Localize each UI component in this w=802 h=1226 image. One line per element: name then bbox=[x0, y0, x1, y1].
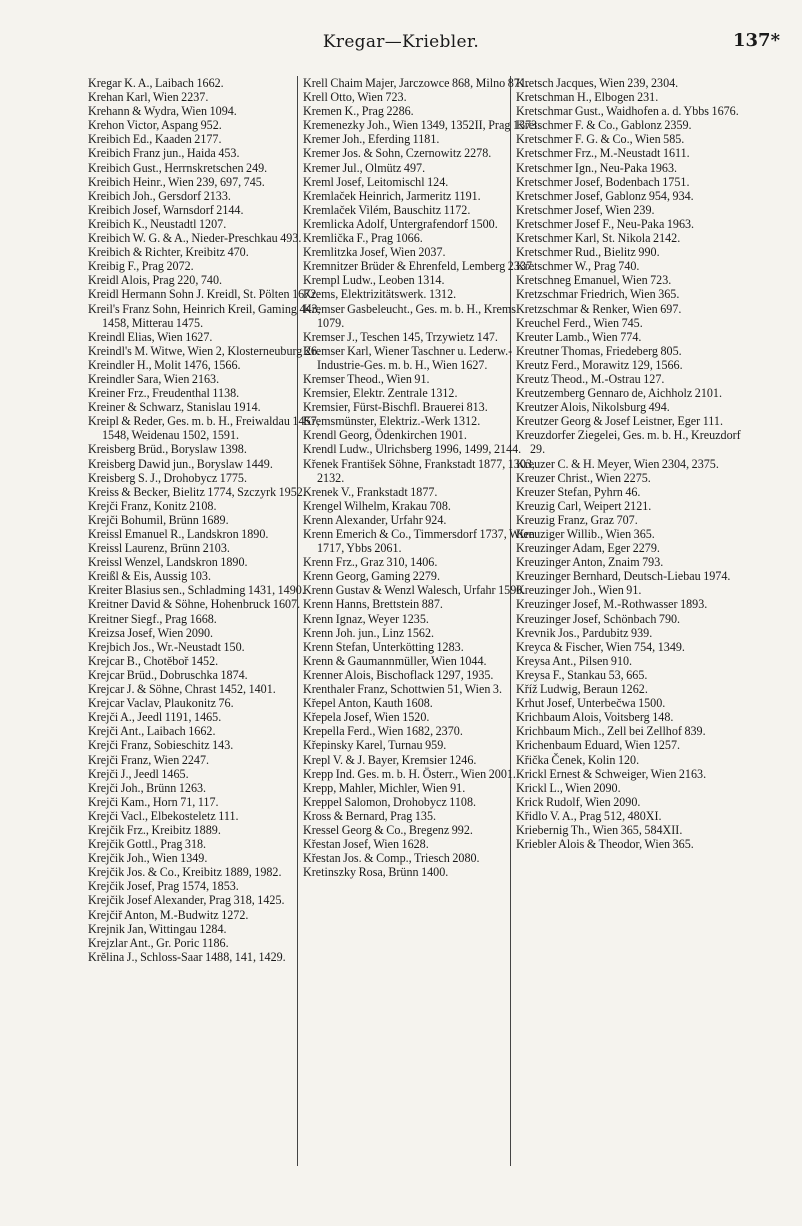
directory-entry: Krejčik Josef, Prag 1574, 1853. bbox=[88, 879, 239, 894]
directory-entry: Kreißl & Eis, Aussig 103. bbox=[88, 569, 211, 584]
directory-entry: Kreuzdorfer Ziegelei, Ges. m. b. H., Kreuzdorf 29. bbox=[516, 428, 741, 457]
directory-entry: Krejcar J. & Söhne, Chrast 1452, 1401. bbox=[88, 682, 276, 697]
directory-entry: Kreibich Ed., Kaaden 2177. bbox=[88, 132, 222, 147]
directory-entry: Krell Chaim Majer, Jarczowce 868, Milno 871. bbox=[303, 76, 529, 90]
directory-entry: Kretschmer Ign., Neu-Paka 1963. bbox=[516, 160, 678, 175]
directory-entry: Krenn Gustav & Wenzl Walesch, Urfahr 1590. bbox=[303, 583, 526, 598]
directory-entry: Kreuzer Stefan, Pyhrn 46. bbox=[516, 484, 641, 499]
directory-entry: Kreuzinger Adam, Eger 2279. bbox=[516, 541, 660, 556]
directory-entry: Kremer Jos. & Sohn, Czernowitz 2278. bbox=[303, 146, 492, 161]
directory-entry: Kremsier, Elektr. Zentrale 1312. bbox=[303, 386, 458, 401]
directory-entry: Kremsmünster, Elektriz.-Werk 1312. bbox=[303, 414, 481, 429]
directory-entry: Kremnitzer Brüder & Ehrenfeld, Lemberg 2337. bbox=[303, 259, 536, 274]
directory-entry: Kreuzinger Joh., Wien 91. bbox=[516, 583, 642, 598]
directory-entry: Kreml Josef, Leitomischl 124. bbox=[303, 174, 449, 189]
directory-entry: Kreissl Laurenz, Brünn 2103. bbox=[88, 541, 230, 556]
directory-entry: Krejči Bohumil, Brünn 1689. bbox=[88, 512, 229, 527]
directory-entry: Krenn Stefan, Unterkötting 1283. bbox=[303, 639, 464, 654]
directory-entry: Krenn Joh. jun., Linz 1562. bbox=[303, 625, 435, 640]
directory-entry: Kreuzinger Josef, M.-Rothwasser 1893. bbox=[516, 597, 708, 612]
directory-entry: Krenner Alois, Bischoflack 1297, 1935. bbox=[303, 667, 494, 682]
directory-entry: Krepl V. & J. Bayer, Kremsier 1246. bbox=[303, 752, 477, 767]
directory-entry: Krenn Emerich & Co., Timmersdorf 1737, Wien 1717, Ybbs 2061. bbox=[303, 527, 535, 556]
directory-entry: Kreibich Gust., Herrnskretschen 249. bbox=[88, 160, 268, 175]
directory-entry: Kreisberg Dawid jun., Boryslaw 1449. bbox=[88, 456, 273, 471]
directory-entry: Kremlaček Heinrich, Jarmeritz 1191. bbox=[303, 188, 481, 203]
directory-entry: Krenn Hanns, Brettstein 887. bbox=[303, 597, 443, 612]
directory-entry: Kreibich Heinr., Wien 239, 697, 745. bbox=[88, 174, 265, 189]
directory-entry: Kretschmar Gust., Waidhofen a. d. Ybbs 1676. bbox=[516, 104, 739, 119]
directory-entry: Kreutzer Georg & Josef Leistner, Eger 111. bbox=[516, 414, 723, 429]
directory-entry: Krejči Kam., Horn 71, 117. bbox=[88, 794, 219, 809]
directory-entry: Krick Rudolf, Wien 2090. bbox=[516, 794, 641, 809]
directory-entry: Kriebernig Th., Wien 365, 584XII. bbox=[516, 822, 683, 837]
directory-entry: Kreil's Franz Sohn, Heinrich Kreil, Gaming 443, 1458, Mitterau 1475. bbox=[88, 301, 321, 330]
directory-entry: Kreisberg Brüd., Boryslaw 1398. bbox=[88, 442, 247, 457]
directory-entry: Kremser Theod., Wien 91. bbox=[303, 371, 430, 386]
directory-entry: Kretsch Jacques, Wien 239, 2304. bbox=[516, 76, 679, 90]
directory-entry: Krehann & Wydra, Wien 1094. bbox=[88, 104, 237, 119]
directory-entry: Kretschman H., Elbogen 231. bbox=[516, 90, 659, 105]
directory-column-2 bbox=[303, 76, 543, 879]
directory-entry: Kretschmer Frz., M.-Neustadt 1611. bbox=[516, 146, 690, 161]
directory-entry: Kreisberg S. J., Drohobycz 1775. bbox=[88, 470, 248, 485]
directory-entry: Kreiner Frz., Freudenthal 1138. bbox=[88, 386, 240, 401]
directory-entry: Kretschmer Rud., Bielitz 990. bbox=[516, 245, 660, 260]
directory-entry: Kretschmer Josef, Gablonz 954, 934. bbox=[516, 188, 694, 203]
directory-entry: Krejcar Vaclav, Plaukonitz 76. bbox=[88, 696, 234, 711]
directory-entry: Kreppel Salomon, Drohobycz 1108. bbox=[303, 794, 477, 809]
directory-entry: Kregar K. A., Laibach 1662. bbox=[88, 76, 224, 90]
directory-entry: Krenn Frz., Graz 310, 1406. bbox=[303, 555, 438, 570]
directory-entry: Krenthaler Franz, Schottwien 51, Wien 3. bbox=[303, 682, 502, 697]
directory-entry: Kremen K., Prag 2286. bbox=[303, 104, 414, 119]
directory-entry: Krejbich Jos., Wr.-Neustadt 150. bbox=[88, 639, 245, 654]
directory-entry: Kreindler H., Molit 1476, 1566. bbox=[88, 357, 241, 372]
directory-entry: Kreuzig Franz, Graz 707. bbox=[516, 512, 638, 527]
directory-entry: Kreuzinger Bernhard, Deutsch-Liebau 1974. bbox=[516, 569, 731, 584]
directory-entry: Kremer Jul., Olmütz 497. bbox=[303, 160, 426, 175]
directory-entry: Kreutz Theod., M.-Ostrau 127. bbox=[516, 371, 665, 386]
directory-entry: Kretschmer F. G. & Co., Wien 585. bbox=[516, 132, 685, 147]
directory-entry: Kreyca & Fischer, Wien 754, 1349. bbox=[516, 639, 685, 654]
directory-entry: Kreysa Ant., Pilsen 910. bbox=[516, 653, 633, 668]
directory-entry: Kreiner & Schwarz, Stanislau 1914. bbox=[88, 400, 261, 415]
directory-entry: Krejčik Frz., Kreibitz 1889. bbox=[88, 822, 221, 837]
directory-entry: Krepp Ind. Ges. m. b. H. Österr., Wien 2001. bbox=[303, 766, 516, 781]
directory-entry: Kreibich & Richter, Kreibitz 470. bbox=[88, 245, 249, 260]
directory-entry: Kretschmer W., Prag 740. bbox=[516, 259, 640, 274]
directory-entry: Křepinsky Karel, Turnau 959. bbox=[303, 738, 447, 753]
directory-entry: Kretschmer Josef, Bodenbach 1751. bbox=[516, 174, 690, 189]
directory-entry: Krichbaum Mich., Zell bei Zellhof 839. bbox=[516, 724, 706, 739]
directory-entry: Křepela Josef, Wien 1520. bbox=[303, 710, 430, 725]
directory-entry: Krendl Georg, Ödenkirchen 1901. bbox=[303, 428, 467, 443]
directory-entry: Kross & Bernard, Prag 135. bbox=[303, 808, 437, 823]
running-title: Kregar—Kriebler. bbox=[322, 32, 480, 52]
directory-entry: Kremser J., Teschen 145, Trzywietz 147. bbox=[303, 329, 498, 344]
directory-entry: Kreibich Joh., Gersdorf 2133. bbox=[88, 188, 231, 203]
directory-entry: Kreibich K., Neustadtl 1207. bbox=[88, 216, 227, 231]
directory-entry: Krenn Georg, Gaming 2279. bbox=[303, 569, 440, 584]
directory-entry: Kretschmer Josef, Wien 239. bbox=[516, 202, 655, 217]
directory-entry: Krejči Franz, Konitz 2108. bbox=[88, 498, 217, 513]
directory-entry: Kreuzig Carl, Weipert 2121. bbox=[516, 498, 652, 513]
directory-entry: Kriebler Alois & Theodor, Wien 365. bbox=[516, 837, 694, 852]
directory-entry: Kreibich W. G. & A., Nieder-Preschkau 493. bbox=[88, 231, 302, 246]
directory-column-3 bbox=[516, 76, 756, 851]
directory-entry: Křička Čenek, Kolin 120. bbox=[516, 752, 640, 767]
directory-entry: Kreibich Josef, Warnsdorf 2144. bbox=[88, 202, 244, 217]
directory-entry: Kressel Georg & Co., Bregenz 992. bbox=[303, 822, 473, 837]
directory-entry: Krendl Ludw., Ulrichsberg 1996, 1499, 2144. bbox=[303, 442, 522, 457]
directory-entry: Krejčik Jos. & Co., Kreibitz 1889, 1982. bbox=[88, 865, 282, 880]
directory-entry: Krehon Victor, Aspang 952. bbox=[88, 118, 222, 133]
directory-entry: Kreindler Sara, Wien 2163. bbox=[88, 371, 220, 386]
directory-entry: Krenek V., Frankstadt 1877. bbox=[303, 484, 438, 499]
directory-entry: Krejči Franz, Wien 2247. bbox=[88, 752, 210, 767]
directory-entry: Kretschmer F. & Co., Gablonz 2359. bbox=[516, 118, 692, 133]
directory-entry: Kreutzer Alois, Nikolsburg 494. bbox=[516, 400, 670, 415]
directory-entry: Kříž Ludwig, Beraun 1262. bbox=[516, 682, 648, 697]
directory-entry: Kreuzinger Anton, Znaim 793. bbox=[516, 555, 664, 570]
directory-entry: Kreindl Elias, Wien 1627. bbox=[88, 329, 213, 344]
directory-entry: Kreutzemberg Gennaro de, Aichholz 2101. bbox=[516, 386, 722, 401]
directory-entry: Kreitner Siegf., Prag 1668. bbox=[88, 611, 217, 626]
directory-entry: Kremlička F., Prag 1066. bbox=[303, 231, 423, 246]
page-number: 137* bbox=[733, 30, 780, 51]
directory-entry: Kretschmer Josef F., Neu-Paka 1963. bbox=[516, 216, 695, 231]
directory-entry: Krejči Vacl., Elbekosteletz 111. bbox=[88, 808, 239, 823]
directory-entry: Kremlicka Adolf, Untergrafendorf 1500. bbox=[303, 216, 498, 231]
directory-entry: Křestan Josef, Wien 1628. bbox=[303, 837, 429, 852]
directory-entry: Krejči J., Jeedl 1465. bbox=[88, 766, 189, 781]
directory-entry: Kretschmer Karl, St. Nikola 2142. bbox=[516, 231, 681, 246]
page-header bbox=[0, 28, 802, 54]
directory-entry: Kremlaček Vilém, Bauschitz 1172. bbox=[303, 202, 471, 217]
directory-entry: Krejči Franz, Sobieschitz 143. bbox=[88, 738, 234, 753]
directory-entry: Krejcar Brüd., Dobruschka 1874. bbox=[88, 667, 248, 682]
directory-entry: Krenn & Gaumannmüller, Wien 1044. bbox=[303, 653, 487, 668]
directory-entry: Křidlo V. A., Prag 512, 480XI. bbox=[516, 808, 662, 823]
directory-entry: Kreuzer Christ., Wien 2275. bbox=[516, 470, 651, 485]
directory-entry: Kreindl's M. Witwe, Wien 2, Klosterneuburg 26. bbox=[88, 343, 320, 358]
directory-entry: Kreuzer C. & H. Meyer, Wien 2304, 2375. bbox=[516, 456, 719, 471]
directory-entry: Kreibig F., Prag 2072. bbox=[88, 259, 194, 274]
directory-entry: Krělina J., Schloss-Saar 1488, 141, 1429. bbox=[88, 949, 286, 964]
directory-entry: Krejcar B., Chotěboř 1452. bbox=[88, 653, 219, 668]
directory-entry: Krell Otto, Wien 723. bbox=[303, 90, 407, 105]
directory-entry: Krenn Alexander, Urfahr 924. bbox=[303, 512, 447, 527]
directory-entry: Kreidl Alois, Prag 220, 740. bbox=[88, 273, 223, 288]
directory-entry: Krengel Wilhelm, Krakau 708. bbox=[303, 498, 451, 513]
directory-entry: Křepel Anton, Kauth 1608. bbox=[303, 696, 433, 711]
directory-entry: Kreuzinger Josef, Schönbach 790. bbox=[516, 611, 681, 626]
directory-entry: Křenek František Söhne, Frankstadt 1877, 1303, 2132. bbox=[303, 456, 535, 485]
directory-entry: Kreidl Hermann Sohn J. Kreidl, St. Pölten 1672. bbox=[88, 287, 320, 302]
directory-entry: Kreipl & Reder, Ges. m. b. H., Freiwaldau 1457, 1548, Weidenau 1502, 1591. bbox=[88, 414, 320, 443]
directory-entry: Kreissl Wenzel, Landskron 1890. bbox=[88, 555, 248, 570]
directory-entry: Kretzschmar & Renker, Wien 697. bbox=[516, 301, 682, 316]
directory-entry: Kreutz Ferd., Morawitz 129, 1566. bbox=[516, 357, 683, 372]
directory-entry: Krejčik Joh., Wien 1349. bbox=[88, 851, 208, 866]
directory-entry: Kreiter Blasius sen., Schladming 1431, 1490. bbox=[88, 583, 305, 598]
directory-entry: Krickl Ernest & Schweiger, Wien 2163. bbox=[516, 766, 707, 781]
directory-entry: Krejči A., Jeedl 1191, 1465. bbox=[88, 710, 222, 725]
directory-entry: Kreitner David & Söhne, Hohenbruck 1607. bbox=[88, 597, 301, 612]
directory-entry: Kreuziger Willib., Wien 365. bbox=[516, 527, 655, 541]
directory-entry: Kremser Karl, Wiener Taschner u. Lederw.-Industrie-Ges. m. b. H., Wien 1627. bbox=[303, 343, 513, 372]
directory-entry: Krichbaum Alois, Voitsberg 148. bbox=[516, 710, 674, 725]
directory-entry: Kreizsa Josef, Wien 2090. bbox=[88, 625, 214, 640]
directory-entry: Krhut Josef, Unterbečwa 1500. bbox=[516, 696, 666, 711]
directory-entry: Kretschneg Emanuel, Wien 723. bbox=[516, 273, 672, 288]
directory-entry: Krejnik Jan, Wittingau 1284. bbox=[88, 921, 227, 936]
directory-entry: Kretinszky Rosa, Brünn 1400. bbox=[303, 865, 449, 880]
directory-entry: Krehan Karl, Wien 2237. bbox=[88, 90, 209, 105]
directory-entry: Krevnik Jos., Pardubitz 939. bbox=[516, 625, 653, 640]
directory-entry: Krichenbaum Eduard, Wien 1257. bbox=[516, 738, 681, 753]
directory-entry: Krepp, Mahler, Michler, Wien 91. bbox=[303, 780, 466, 795]
directory-entry: Krejčik Gottl., Prag 318. bbox=[88, 837, 207, 852]
directory-entry: Kremenezky Joh., Wien 1349, 1352II, Prag 1373. bbox=[303, 118, 541, 133]
directory-entry: Krejčik Josef Alexander, Prag 318, 1425. bbox=[88, 893, 285, 908]
directory-entry: Kreiss & Becker, Bielitz 1774, Szczyrk 1952. bbox=[88, 484, 306, 499]
directory-entry: Kremlitzka Josef, Wien 2037. bbox=[303, 245, 446, 260]
directory-entry: Kreuter Lamb., Wien 774. bbox=[516, 329, 642, 344]
directory-entry: Krickl L., Wien 2090. bbox=[516, 780, 621, 795]
directory-entry: Kremsier, Fürst-Bischfl. Brauerei 813. bbox=[303, 400, 488, 415]
directory-entry: Krenn Ignaz, Weyer 1235. bbox=[303, 611, 429, 626]
directory-column-1 bbox=[88, 76, 328, 964]
directory-entry: Kremser Gasbeleucht., Ges. m. b. H., Krems 1079. bbox=[303, 301, 516, 330]
directory-entry: Krejči Joh., Brünn 1263. bbox=[88, 780, 207, 795]
directory-entry: Kreuchel Ferd., Wien 745. bbox=[516, 315, 643, 330]
directory-entry: Kretzschmar Friedrich, Wien 365. bbox=[516, 287, 680, 302]
directory-entry: Krems, Elektrizitätswerk. 1312. bbox=[303, 287, 457, 302]
directory-entry: Kreutner Thomas, Friedeberg 805. bbox=[516, 343, 682, 358]
directory-entry: Kreysa F., Stankau 53, 665. bbox=[516, 667, 648, 682]
directory-entry: Kreibich Franz jun., Haida 453. bbox=[88, 146, 240, 161]
directory-entry: Křestan Jos. & Comp., Triesch 2080. bbox=[303, 851, 480, 866]
directory-entry: Krejzlar Ant., Gr. Poric 1186. bbox=[88, 935, 229, 950]
directory-entry: Krempl Ludw., Leoben 1314. bbox=[303, 273, 445, 288]
directory-entry: Krepella Ferd., Wien 1682, 2370. bbox=[303, 724, 463, 739]
directory-entry: Krejčiř Anton, M.-Budwitz 1272. bbox=[88, 907, 249, 922]
directory-entry: Kreissl Emanuel R., Landskron 1890. bbox=[88, 527, 269, 541]
directory-entry: Kremer Joh., Eferding 1181. bbox=[303, 132, 440, 147]
directory-entry: Krejči Ant., Laibach 1662. bbox=[88, 724, 216, 739]
